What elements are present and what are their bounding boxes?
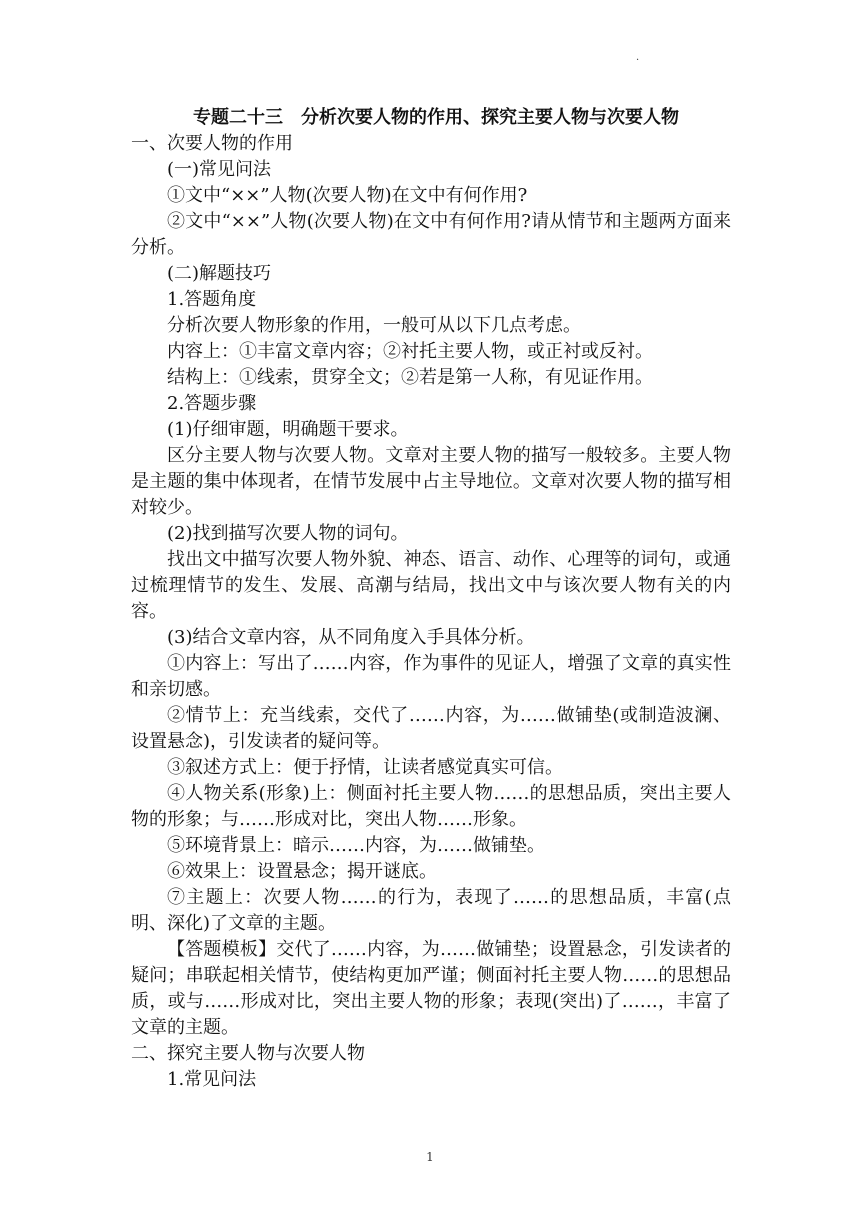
section-heading-1: 一、次要人物的作用 xyxy=(131,133,293,154)
analysis-point: ②情节上：充当线索，交代了……内容，为……做铺垫(或制造波澜、设置悬念)，引发读者的疑问等。 xyxy=(131,705,731,752)
numbered-heading: 1.答题角度 xyxy=(167,289,257,310)
paragraph: 找出文中描写次要人物外貌、神态、语言、动作、心理等的词句，或通过梳理情节的发生、发展、高潮与结局，找出文中与该次要人物有关的内容。 xyxy=(131,549,731,622)
page-number: 1 xyxy=(426,1150,434,1164)
header-mark: · xyxy=(636,55,640,66)
analysis-point: ④人物关系(形象)上：侧面衬托主要人物……的思想品质，突出主要人物的形象；与……形成对比，突出人物……形象。 xyxy=(131,783,731,830)
analysis-point: ③叙述方式上：便于抒情，让读者感觉真实可信。 xyxy=(167,757,563,778)
analysis-point: ⑤环境背景上：暗示……内容，为……做铺垫。 xyxy=(167,835,545,856)
document-body xyxy=(131,104,731,1093)
numbered-heading: 2.答题步骤 xyxy=(167,393,257,414)
section-heading-2: 二、探究主要人物与次要人物 xyxy=(131,1043,365,1064)
subsection-heading: (二)解题技巧 xyxy=(167,263,272,284)
numbered-heading: 1.常见问法 xyxy=(167,1069,257,1090)
analysis-point: ①内容上：写出了……内容，作为事件的见证人，增强了文章的真实性和亲切感。 xyxy=(131,653,731,700)
paragraph: 结构上：①线索，贯穿全文；②若是第一人称，有见证作用。 xyxy=(167,367,653,388)
paragraph: 分析次要人物形象的作用，一般可从以下几点考虑。 xyxy=(167,315,581,336)
question-item: ②文中“××”人物(次要人物)在文中有何作用?请从情节和主题两方面来分析。 xyxy=(131,211,731,258)
step-heading: (3)结合文章内容，从不同角度入手具体分析。 xyxy=(167,627,535,648)
step-heading: (1)仔细审题，明确题干要求。 xyxy=(167,419,409,440)
step-heading: (2)找到描写次要人物的词句。 xyxy=(167,523,409,544)
document-title: 专题二十三 分析次要人物的作用、探究主要人物与次要人物 xyxy=(193,107,679,128)
question-item: ①文中“××”人物(次要人物)在文中有何作用? xyxy=(167,185,528,206)
analysis-point: ⑦主题上：次要人物……的行为，表现了……的思想品质，丰富(点明、深化)了文章的主题。 xyxy=(131,887,731,934)
answer-template: 【答题模板】交代了……内容，为……做铺垫；设置悬念，引发读者的疑问；串联起相关情节，使结构更加严谨；侧面衬托主要人物……的思想品质，或与……形成对比，突出主要人物的形象；表现(突出)了……，丰富了文章的主题。 xyxy=(131,939,731,1038)
analysis-point: ⑥效果上：设置悬念；揭开谜底。 xyxy=(167,861,437,882)
paragraph: 内容上：①丰富文章内容；②衬托主要人物，或正衬或反衬。 xyxy=(167,341,653,362)
paragraph: 区分主要人物与次要人物。文章对主要人物的描写一般较多。主要人物是主题的集中体现者，在情节发展中占主导地位。文章对次要人物的描写相对较少。 xyxy=(131,445,731,518)
subsection-heading: (一)常见问法 xyxy=(167,159,272,180)
